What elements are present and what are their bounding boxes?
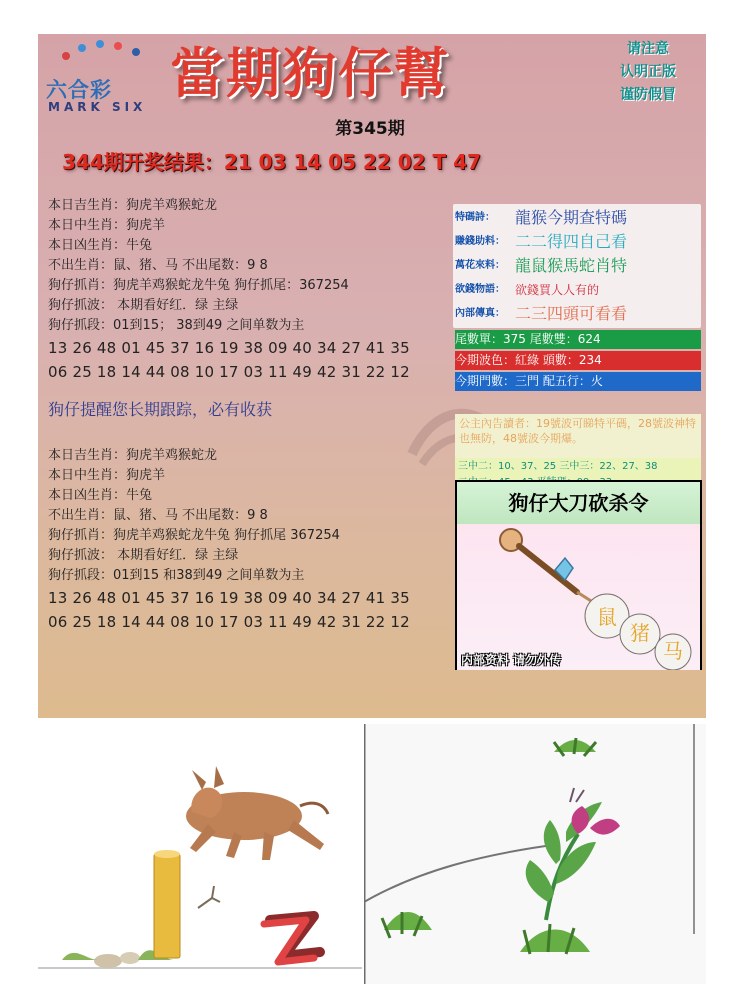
section-one-line: 本日吉生肖：狗虎羊鸡猴蛇龙 [48, 198, 218, 213]
logo-dots [62, 40, 162, 70]
poem-text: 二二得四自己看 [515, 232, 628, 251]
stats-mini-line: 三中二：10、37、25 三中三：22、27、38 [458, 461, 658, 472]
section-two-line: 本日吉生肖：狗虎羊鸡猴蛇龙 [48, 448, 218, 463]
logo-dot-red-2 [114, 42, 122, 50]
logo-dot-blue-3 [132, 48, 140, 56]
poem-row [453, 230, 701, 254]
section-two-line: 狗仔抓肖：狗虎羊鸡猴蛇龙牛兔 狗仔抓尾 367254 [48, 528, 340, 543]
section-one-line: 本日凶生肖：牛兔 [48, 238, 153, 253]
poem-text: 欲錢買人人有的 [515, 283, 600, 297]
card-body [457, 524, 700, 670]
logo-dot-blue-2 [96, 40, 104, 48]
section-one-line: 狗仔抓波： 本期看好红．绿 主绿 [48, 298, 239, 313]
flower-illustration [364, 724, 706, 984]
card-item-3: 马 [663, 639, 683, 663]
poem-text: 二三四頭可看看 [515, 304, 628, 323]
poem-label: 賺錢助料： [455, 236, 505, 247]
card-item-2: 猪 [630, 621, 650, 645]
logo-main: 六合彩 [46, 78, 112, 102]
section-one-line: 狗仔抓段：01到15； 38到49 之间单数为主 [48, 318, 305, 333]
poem-row [453, 302, 701, 326]
section-two-numbers: 06 25 18 14 44 08 10 17 03 11 49 42 31 22 12 [48, 613, 410, 631]
section-two-line: 不出生肖：鼠、猪、马 不出尾数：9 8 [48, 508, 268, 523]
notice-line-3: 谨防假冒 [620, 87, 676, 103]
notice-line-1: 请注意 [627, 41, 669, 57]
donkey-illustration [38, 724, 362, 984]
section-two-line: 本日中生肖：狗虎羊 [48, 468, 166, 483]
section-two-numbers: 13 26 48 01 45 37 16 19 38 09 40 34 27 41 35 [48, 589, 410, 607]
section-one-line: 狗仔抓肖：狗虎羊鸡猴蛇龙牛兔 狗仔抓尾：367254 [48, 278, 349, 293]
section-one-line: 不出生肖：鼠、猪、马 不出尾数：9 8 [48, 258, 268, 273]
poem-label: 內部傳真： [455, 308, 505, 319]
logo [44, 40, 184, 118]
poem-label: 欲錢物語： [455, 284, 505, 295]
card-footer: 内部资料 请勿外传 [461, 653, 562, 667]
poem-label: 特碼詩： [455, 212, 495, 223]
stats-panel [455, 330, 701, 472]
stats-row: 今期門數：三門 配五行：火 [455, 372, 701, 391]
poem-text: 龍猴今期查特碼 [515, 208, 628, 227]
stats-row: 今期波色：紅綠 頭數：234 [455, 351, 701, 370]
poem-panel [453, 204, 701, 328]
poem-label: 萬花來料： [455, 260, 505, 271]
section-one-numbers: 06 25 18 14 44 08 10 17 03 11 49 42 31 22 12 [48, 363, 410, 381]
poem-row [453, 278, 701, 302]
section-one-line: 本日中生肖：狗虎羊 [48, 218, 166, 233]
card-title: 狗仔大刀砍杀令 [457, 482, 700, 525]
stats-row: 尾數單：375 尾數雙：624 [455, 330, 701, 349]
issue-number: 第345期 [335, 119, 405, 139]
page-title: 當期狗仔幫 [170, 42, 450, 105]
notice-line-2: 认明正版 [620, 64, 676, 80]
card-item-1: 鼠 [597, 605, 617, 629]
skewer-illustration [457, 524, 700, 670]
zodiac-card [455, 480, 702, 670]
poem-row [453, 254, 701, 278]
section-one-numbers: 13 26 48 01 45 37 16 19 38 09 40 34 27 41 35 [48, 339, 410, 357]
remind-text: 狗仔提醒您长期跟踪，必有收获 [48, 400, 273, 419]
poem-row [453, 206, 701, 230]
poem-text: 龍鼠猴馬蛇肖特 [515, 256, 628, 275]
section-two-line: 狗仔抓段：01到15 和38到49 之间单数为主 [48, 568, 305, 583]
draw-result: 344期开奖结果：21 03 14 05 22 02 T 47 [62, 150, 481, 174]
logo-dot-blue [78, 44, 86, 52]
section-two-line: 狗仔抓波： 本期看好红．绿 主绿 [48, 548, 239, 563]
logo-dot-red [62, 52, 70, 60]
section-one [48, 196, 468, 384]
notice-box [600, 38, 696, 108]
logo-subtitle: MARK SIX [48, 100, 147, 114]
section-two-line: 本日凶生肖：牛兔 [48, 488, 153, 503]
stats-note: 公主內告讀者：19號波可睇特平碼，28號波神特也無防，48號波今期爆。 [455, 414, 701, 460]
